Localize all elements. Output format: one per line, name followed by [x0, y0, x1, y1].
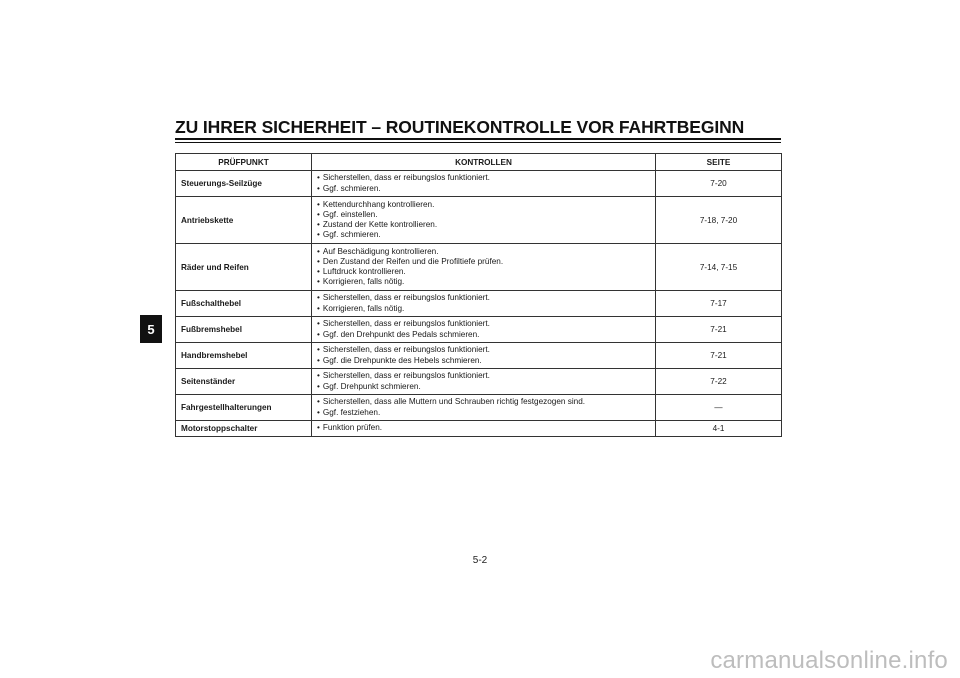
row-item: Handbremshebel: [176, 343, 312, 369]
check-line: • Zustand der Kette kontrollieren.: [317, 220, 650, 230]
check-line: • Ggf. den Drehpunkt des Pedals schmieren.: [317, 330, 650, 340]
row-checks: [312, 317, 656, 343]
header-page: SEITE: [656, 154, 782, 171]
title-rule-thick: [175, 138, 781, 140]
check-line: • Korrigieren, falls nötig.: [317, 277, 650, 287]
table-row: [176, 291, 782, 317]
check-line: • Auf Beschädigung kontrollieren.: [317, 247, 650, 257]
section-tab: 5: [140, 315, 162, 343]
table-row: [176, 197, 782, 244]
row-page: 7-18, 7-20: [656, 197, 782, 244]
check-line: • Sicherstellen, dass er reibungslos funktioniert.: [317, 319, 650, 329]
row-item: Motorstoppschalter: [176, 421, 312, 437]
row-page: 7-14, 7-15: [656, 244, 782, 291]
row-checks: [312, 395, 656, 421]
inspection-table: [175, 153, 782, 437]
title-rule-thin: [175, 142, 781, 143]
row-checks: [312, 369, 656, 395]
check-line: • Sicherstellen, dass er reibungslos funktioniert.: [317, 173, 650, 183]
check-line: • Kettendurchhang kontrollieren.: [317, 200, 650, 210]
check-line: • Ggf. festziehen.: [317, 408, 650, 418]
check-line: • Ggf. schmieren.: [317, 184, 650, 194]
row-page: 7-21: [656, 343, 782, 369]
header-item: PRÜFPUNKT: [176, 154, 312, 171]
row-page: 7-17: [656, 291, 782, 317]
check-line: • Sicherstellen, dass er reibungslos funktioniert.: [317, 371, 650, 381]
table-row: [176, 369, 782, 395]
table-row: [176, 244, 782, 291]
check-line: • Den Zustand der Reifen und die Profiltiefe prüfen.: [317, 257, 650, 267]
check-line: • Funktion prüfen.: [317, 423, 650, 433]
row-page: 7-20: [656, 171, 782, 197]
table-row: [176, 421, 782, 437]
check-line: • Luftdruck kontrollieren.: [317, 267, 650, 277]
row-item: Räder und Reifen: [176, 244, 312, 291]
row-checks: [312, 343, 656, 369]
page-number: 5-2: [472, 555, 488, 566]
row-page: 7-22: [656, 369, 782, 395]
table-row: [176, 395, 782, 421]
row-checks: [312, 291, 656, 317]
row-item: Steuerungs-Seilzüge: [176, 171, 312, 197]
check-line: • Ggf. schmieren.: [317, 230, 650, 240]
check-line: • Sicherstellen, dass er reibungslos funktioniert.: [317, 345, 650, 355]
row-checks: [312, 197, 656, 244]
row-page: —: [656, 395, 782, 421]
row-item: Fußbremshebel: [176, 317, 312, 343]
page-title: ZU IHRER SICHERHEIT – ROUTINEKONTROLLE VOR FAHRTBEGINN: [175, 117, 745, 137]
row-page: 4-1: [656, 421, 782, 437]
table-row: [176, 343, 782, 369]
row-page: 7-21: [656, 317, 782, 343]
check-line: • Ggf. die Drehpunkte des Hebels schmieren.: [317, 356, 650, 366]
row-item: Antriebskette: [176, 197, 312, 244]
table-row: [176, 171, 782, 197]
row-item: Fußschalthebel: [176, 291, 312, 317]
check-line: • Korrigieren, falls nötig.: [317, 304, 650, 314]
check-line: • Ggf. Drehpunkt schmieren.: [317, 382, 650, 392]
row-item: Seitenständer: [176, 369, 312, 395]
row-checks: [312, 171, 656, 197]
watermark: carmanualsonline.info: [710, 647, 948, 674]
row-item: Fahrgestellhalterungen: [176, 395, 312, 421]
row-checks: [312, 244, 656, 291]
check-line: • Sicherstellen, dass er reibungslos funktioniert.: [317, 293, 650, 303]
row-checks: [312, 421, 656, 437]
check-line: • Sicherstellen, dass alle Muttern und Schrauben richtig festgezogen sind.: [317, 397, 650, 407]
check-line: • Ggf. einstellen.: [317, 210, 650, 220]
table-row: [176, 317, 782, 343]
header-checks: KONTROLLEN: [312, 154, 656, 171]
table-header-row: [176, 154, 782, 171]
